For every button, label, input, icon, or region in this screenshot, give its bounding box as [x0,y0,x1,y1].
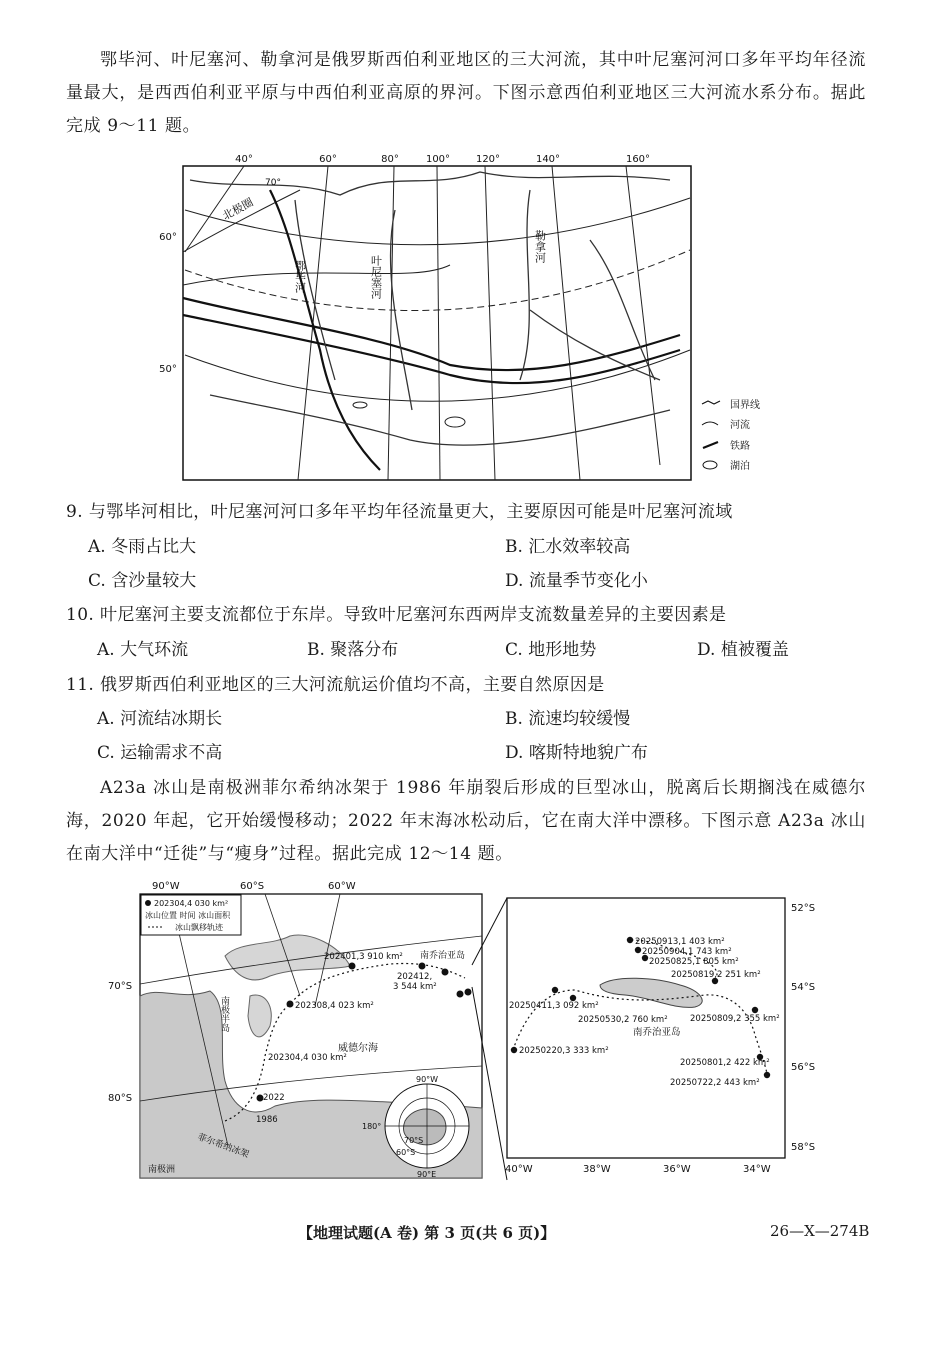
q9-option-d: D. 流量季节变化小 [505,571,648,591]
south-georgia-label: 南乔治亚岛 [420,951,466,961]
q9-option-c: C. 含沙量较大 [88,571,197,591]
inset-60s: 60°S [396,1148,416,1157]
border-legend-icon [702,401,720,404]
q10-option-b: B. 聚落分布 [307,640,399,660]
lon-label: 80° [381,154,399,165]
lat-label: 80°S [108,1093,133,1104]
ice-shelf-label: 菲尔希纳冰架 [195,1132,251,1161]
legend-railway: 铁路 [730,441,750,452]
lat-label: 54°S [791,982,816,993]
railway-legend-icon [703,442,718,448]
lon-label: 40° [235,154,253,165]
legend-lake: 湖泊 [730,461,750,472]
passage-iceberg: A23a 冰山是南极洲菲尔希纳冰架于 1986 年崩裂后形成的巨型冰山，脱离后长期搁浅在威德尔海，2020 年起，它开始缓慢移动；2022 年末海冰松动后，它在南大洋中漂移。下图示意 A23a 冰山在南大洋中“迁徙”与“瘦身”过程。据此完成 12～14 题。 [66,778,866,864]
lon-label: 160° [625,154,651,165]
q11-option-d: D. 喀斯特地貌广布 [505,743,648,763]
peninsula-label: 南极半岛 [219,996,229,1032]
weddell-sea-map [100,876,485,1182]
antarctica-label: 南极洲 [148,1165,176,1175]
lon-label: 120° [475,154,501,165]
connector-lines [470,895,510,1185]
point-202304: 202304,4 030 km² [268,1053,347,1063]
point-20250904: 20250904,1 743 km² [642,947,732,957]
q9-option-b: B. 汇水效率较高 [505,537,631,557]
q11-option-c: C. 运输需求不高 [97,743,223,763]
river-label-lena: 勒拿河 [533,230,547,263]
point-20250220: 20250220,3 333 km² [519,1046,609,1056]
point-20250819: 20250819,2 251 km² [671,970,761,980]
inset-70s: 70°S [404,1136,424,1145]
legend-river: 河流 [730,420,750,431]
south-georgia-map [505,895,825,1180]
weddell-sea-label: 威德尔海 [338,1043,378,1054]
question-10-stem: 10. 叶尼塞河主要支流都位于东岸。导致叶尼塞河东西两岸支流数量差异的主要因素是 [66,605,727,625]
legend-desc: 冰山位置 时间 冰山面积 [145,911,231,920]
question-9-stem: 9. 与鄂毕河相比，叶尼塞河河口多年平均年径流量更大，主要原因可能是叶尼塞河流域 [66,502,733,522]
passage-siberia: 鄂毕河、叶尼塞河、勒拿河是俄罗斯西伯利亚地区的三大河流，其中叶尼塞河河口多年平均年径流量最大，是西西伯利亚平原与中西伯利亚高原的界河。下图示意西伯利亚地区三大河流水系分布。据此完成 9～11 题。 [66,50,866,136]
exam-code: 26—X—274B [770,1222,870,1240]
top-lat-label: 60°S [240,881,265,892]
point-2022: 2022 [263,1093,285,1103]
point-20250913: 20250913,1 403 km² [635,937,725,947]
top-lon-label: 60°W [328,881,356,892]
lat-label: 50° [159,364,177,375]
lat-label: 60° [159,232,177,243]
lat-label: 58°S [791,1142,816,1153]
inset-90e: 90°E [417,1170,437,1179]
lake-legend-icon [703,461,717,469]
lat-label: 70°S [108,981,133,992]
arctic-circle-label: 北极圈 [220,195,256,223]
point-20250530: 20250530,2 760 km² [578,1015,668,1025]
river-legend-icon [702,422,718,425]
q11-option-a: A. 河流结冰期长 [97,709,223,729]
q10-option-d: D. 植被覆盖 [697,640,789,660]
point-20250722: 20250722,2 443 km² [670,1078,760,1088]
inset-180: 180° [362,1122,382,1131]
q11-option-b: B. 流速均较缓慢 [505,709,631,729]
point-20250801: 20250801,2 422 km² [680,1058,770,1068]
point-20250809: 20250809,2 355 km² [690,1014,780,1024]
lon-label: 38°W [583,1164,611,1175]
lon-label: 140° [535,154,561,165]
legend-sample: 202304,4 030 km² [154,899,229,908]
q9-option-a: A. 冬雨占比大 [88,537,197,557]
point-202412-area: 3 544 km² [393,982,437,992]
point-20250411: 20250411,3 092 km² [509,1001,599,1011]
lon-label: 36°W [663,1164,691,1175]
lon-label: 40°W [505,1164,533,1175]
arctic-circle-lat: 70° [265,178,281,188]
lon-label: 34°W [743,1164,771,1175]
lat-label: 52°S [791,903,816,914]
point-202308: 202308,4 023 km² [295,1001,374,1011]
lon-label: 60° [319,154,337,165]
legend-border: 国界线 [730,400,760,411]
point-202412: 202412, [397,972,433,982]
river-label-yenisei: 叶尼塞河 [369,255,383,299]
point-1986: 1986 [256,1115,278,1125]
top-lon-label: 90°W [152,881,180,892]
q10-option-c: C. 地形地势 [505,640,597,660]
siberia-river-map [150,150,800,490]
inset-90w: 90°W [416,1075,439,1084]
south-georgia-island-label: 南乔治亚岛 [633,1027,681,1038]
lon-label: 100° [425,154,451,165]
question-11-stem: 11. 俄罗斯西伯利亚地区的三大河流航运价值均不高，主要自然原因是 [66,675,605,695]
legend-track: 冰山飘移轨迹 [175,923,223,932]
river-label-ob: 鄂毕河 [293,260,307,293]
page-footer: 【地理试题(A 卷) 第 3 页(共 6 页)】 [298,1224,556,1242]
q10-option-a: A. 大气环流 [97,640,189,660]
point-20250825: 20250825,1 805 km² [649,957,739,967]
lat-label: 56°S [791,1062,816,1073]
point-202401: 202401,3 910 km² [324,952,403,962]
